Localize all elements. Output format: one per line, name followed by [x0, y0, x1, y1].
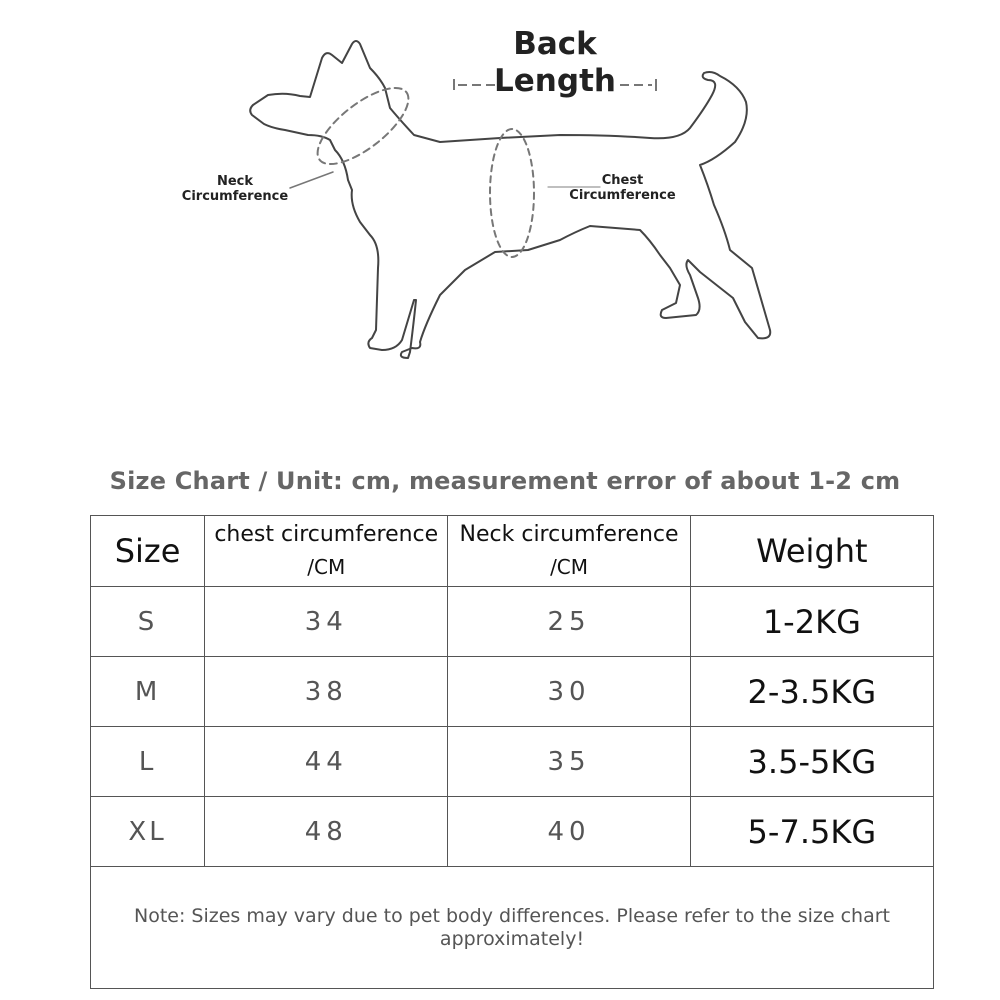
cell-weight: 5-7.5KG [690, 797, 933, 867]
header-chest [205, 516, 448, 587]
cell-weight: 3.5-5KG [690, 727, 933, 797]
header-neck-label: Neck circumference [459, 522, 679, 547]
chest-label-line2: Circumference [569, 188, 676, 203]
header-neck [448, 516, 690, 587]
cell-neck: 25 [448, 587, 690, 657]
header-neck-unit: /CM [550, 555, 589, 579]
cell-neck: 40 [448, 797, 690, 867]
table-row [91, 727, 934, 797]
cell-chest: 48 [205, 797, 448, 867]
cell-chest: 38 [205, 657, 448, 727]
cell-neck: 30 [448, 657, 690, 727]
neck-label-line1: Neck [216, 174, 254, 189]
table-note-row [91, 867, 934, 989]
cell-size: M [91, 657, 205, 727]
back-length-label-line1: Back [513, 26, 597, 62]
size-chart-title: Size Chart / Unit: cm, measurement error of about 1-2 cm [109, 467, 901, 495]
back-length-label [470, 26, 640, 100]
cell-size: XL [91, 797, 205, 867]
table-header-row [91, 516, 934, 587]
chest-label-line1: Chest [601, 173, 644, 188]
header-size: Size [91, 516, 205, 587]
dog-measurement-diagram [0, 0, 1000, 420]
cell-size: S [91, 587, 205, 657]
neck-circumference-label [170, 174, 300, 204]
cell-neck: 35 [448, 727, 690, 797]
cell-weight: 2-3.5KG [690, 657, 933, 727]
header-chest-unit: /CM [307, 555, 346, 579]
cell-chest: 44 [205, 727, 448, 797]
size-note: Note: Sizes may vary due to pet body differences. Please refer to the size chart approximately! [91, 867, 934, 989]
table-row [91, 657, 934, 727]
cell-size: L [91, 727, 205, 797]
table-row [91, 587, 934, 657]
table-row [91, 797, 934, 867]
cell-chest: 34 [205, 587, 448, 657]
cell-weight: 1-2KG [690, 587, 933, 657]
chest-circumference-label [560, 173, 685, 203]
header-weight: Weight [690, 516, 933, 587]
neck-label-line2: Circumference [181, 189, 289, 204]
size-chart-table [90, 515, 934, 989]
header-chest-label: chest circumference [214, 522, 439, 547]
back-length-label-line2: Length [494, 63, 616, 99]
